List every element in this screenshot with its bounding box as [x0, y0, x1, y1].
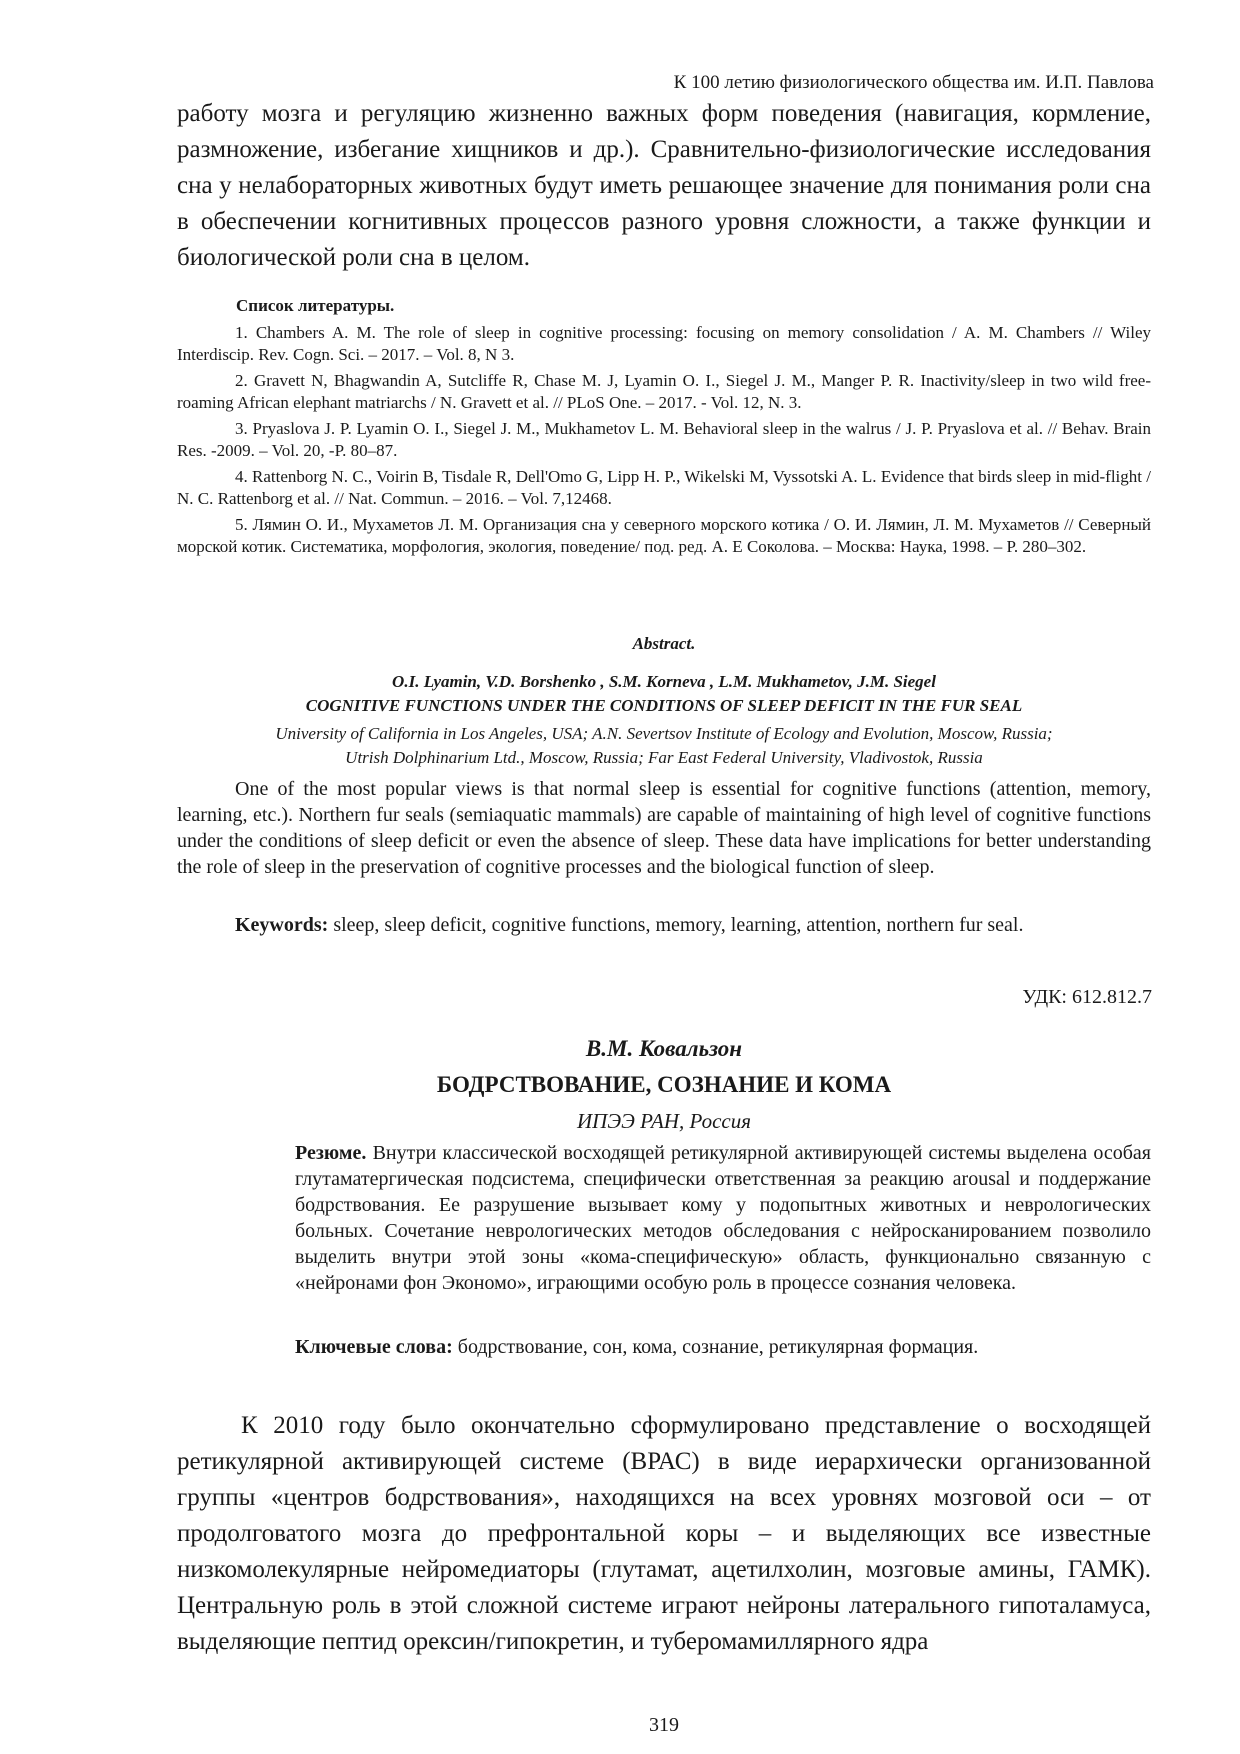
abstract-keywords: [177, 912, 1151, 938]
abstract-title: COGNITIVE FUNCTIONS UNDER THE CONDITIONS OF SLEEP DEFICIT IN THE FUR SEAL: [305, 696, 1023, 715]
abstract-affiliation: [0, 722, 1240, 770]
article-body: [177, 1408, 1151, 1660]
references-list: [177, 322, 1151, 562]
article-author: В.М. Ковальзон: [585, 1036, 743, 1061]
intro-paragraph: работу мозга и регуляцию жизненно важных форм поведения (навигация, кормление, размножение, избегание хищников и др.). Сравнительно-физиологические исследования сна у нелабораторных животных будут иметь решающее значение для понимания роли сна в обеспечении когнитивных процессов разного уровня сложности, а также функции и биологической роли сна в целом.: [177, 100, 1151, 271]
abstract-keywords-text: sleep, sleep deficit, cognitive functions, memory, learning, attention, northern fur seal.: [333, 914, 1024, 936]
intro-block: [177, 96, 1151, 276]
page-number: 319: [649, 1714, 679, 1736]
resume-text: Внутри классической восходящей ретикулярной активирующей системы выделена особая глутаматергическая подсистема, специфически ответственная за реакцию arousal и поддержание бодрствования. Ее разрушение вызывает кому у подопытных животных и неврологических больных. Сочетание неврологических методов обследования с нейросканированием позволило выделить внутри этой зоны «кома-специфическую» область, функционально связанную с «нейронами фон Экономо», играющими особую роль в процессе сознания человека.: [295, 1142, 1151, 1294]
running-header: К 100 летию физиологического общества им. И.П. Павлова: [673, 72, 1154, 93]
references-title: Список литературы.: [236, 296, 395, 315]
article-keywords: [295, 1334, 1151, 1360]
abstract-authors: O.I. Lyamin, V.D. Borshenko , S.M. Korneva , L.M. Mukhametov, J.M. Siegel: [392, 672, 936, 691]
abstract-keywords-label: Keywords:: [235, 914, 329, 936]
article-keywords-text: бодрствование, сон, кома, сознание, ретикулярная формация.: [457, 1336, 979, 1358]
reference-item: 2. Gravett N, Bhagwandin A, Sutcliffe R, Chase M. J, Lyamin O. I., Siegel J. M., Manger P. R. Inactivity/sleep in two wild free-roaming African elephant matriarchs / N. Gravett et al. // PLoS One. – 2017. - Vol. 12, N. 3.: [177, 371, 1151, 412]
abstract-heading: [0, 670, 1240, 718]
reference-item: 3. Pryaslova J. P. Lyamin O. I., Siegel J. M., Mukhametov L. M. Behavioral sleep in the walrus / J. P. Pryaslova et al. // Behav. Brain Res. -2009. – Vol. 20, -P. 80–87.: [177, 419, 1151, 460]
article-title: БОДРСТВОВАНИЕ, СОЗНАНИЕ И КОМА: [436, 1072, 892, 1097]
article-affiliation: ИПЭЭ РАН, Россия: [576, 1109, 752, 1133]
abstract-text: One of the most popular views is that normal sleep is essential for cognitive functions (attention, memory, learning, etc.). Northern fur seals (semiaquatic mammals) are capable of maintaining of high level of cognitive functions under the conditions of sleep deficit or even the absence of sleep. These data have implications for better understanding the role of sleep in the preservation of cognitive processes and the biological function of sleep.: [177, 778, 1151, 878]
reference-item: 1. Chambers A. M. The role of sleep in cognitive processing: focusing on memory consolidation / A. M. Chambers // Wiley Interdiscip. Rev. Cogn. Sci. – 2017. – Vol. 8, N 3.: [177, 323, 1151, 364]
article-keywords-label: Ключевые слова:: [295, 1336, 453, 1358]
article-resume: [295, 1140, 1151, 1296]
reference-item: 4. Rattenborg N. C., Voirin B, Tisdale R, Dell'Omo G, Lipp H. P., Wikelski M, Vyssotski A. L. Evidence that birds sleep in mid-flight / N. C. Rattenborg et al. // Nat. Commun. – 2016. – Vol. 7,12468.: [177, 467, 1151, 508]
article-body-paragraph: К 2010 году было окончательно сформулировано представление о восходящей ретикулярной активирующей системе (ВРАС) в виде иерархически организованной группы «центров бодрствования», находящихся на всех уровнях мозговой оси – от продолговатого мозга до префронтальной коры – и выделяющих все известные низкомолекулярные нейромедиаторы (глутамат, ацетилхолин, мозговые амины, ГАМК). Центральную роль в этой сложной системе играют нейроны латерального гипоталамуса, выделяющие пептид орексин/гипокретин, и туберомамиллярного ядра: [177, 1412, 1151, 1655]
reference-item: 5. Лямин О. И., Мухаметов Л. М. Организация сна у северного морского котика / О. И. Лямин, Л. М. Мухаметов // Северный морской котик. Систематика, морфология, экология, поведение/ под. ред. А. Е Соколова. – Москва: Наука, 1998. – Р. 280–302.: [177, 515, 1151, 556]
abstract-label: Abstract.: [632, 634, 696, 653]
abstract-affiliation-line: Utrish Dolphinarium Ltd., Moscow, Russia; Far East Federal University, Vladivostok, Russia: [345, 748, 983, 767]
resume-label: Резюме.: [295, 1142, 367, 1164]
abstract-affiliation-line: University of California in Los Angeles, USA; A.N. Severtsov Institute of Ecology and Evolution, Moscow, Russia;: [275, 724, 1053, 743]
udk-code: УДК: 612.812.7: [1022, 986, 1152, 1008]
